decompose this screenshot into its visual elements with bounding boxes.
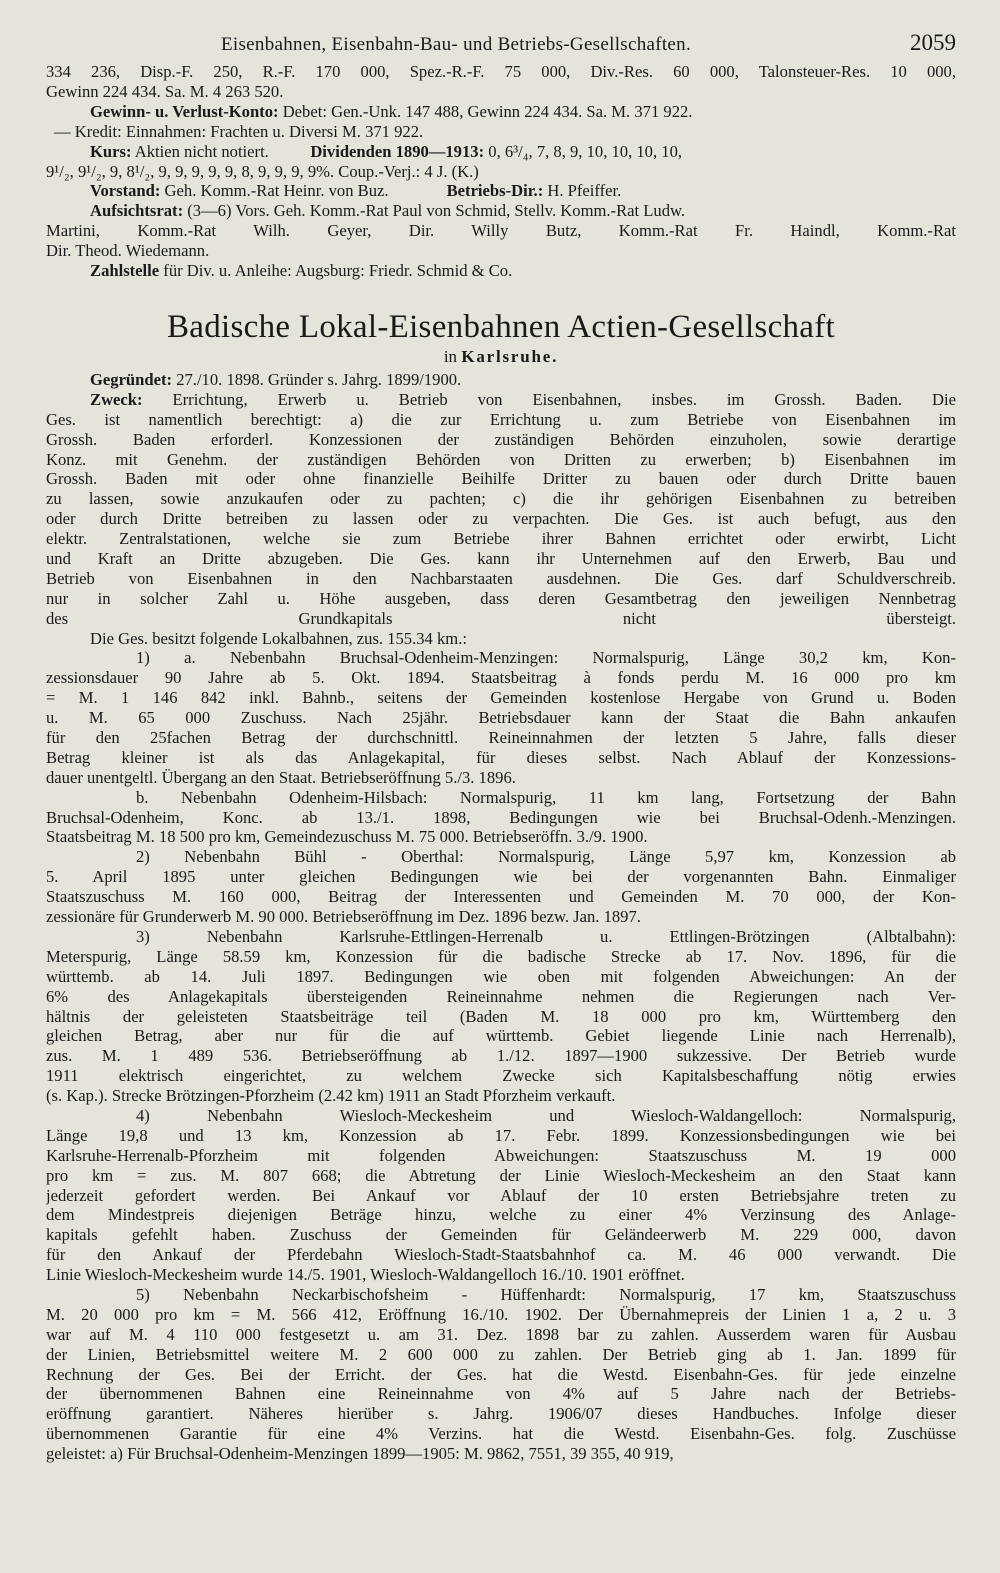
vorstand-line [46,181,956,201]
text-line: jederzeit gefordert werden. Bei Ankauf vor Ablauf der 10 ersten Betriebsjahre treten zu [46,1185,956,1205]
kurs-text: Aktien nicht notiert. [134,141,269,161]
zweck-paragraph [46,410,956,629]
gv-konto [46,102,956,122]
gegruendet-text: 27./10. 1898. Gründer s. Jahrg. 1899/1900. [176,369,462,389]
zahlstelle-text: für Div. u. Anleihe: Augsburg: Friedr. Schmid & Co. [163,261,513,281]
bahn-3 [46,927,956,1106]
bahn-last-line: geleistet: a) Für Bruchsal-Odenheim-Menzingen 1899—1905: M. 9862, 7551, 39 355, 40 919, [46,1444,674,1464]
bahn-last-line: (s. Kap.). Strecke Brötzingen-Pforzheim (2.42 km) 1911 an Stadt Pforzheim verkauft. [46,1086,616,1106]
bahn-lines [46,1126,956,1265]
bahn-last-line: Linie Wiesloch-Meckesheim wurde 14./5. 1901, Wiesloch-Waldangelloch 16./10. 1901 eröffnet. [46,1265,685,1285]
text-line: Betrag kleiner ist als das Anlagekapital, für dieses selbst. Nach Ablauf der Konzessions- [46,747,956,767]
text-line: kapitals gefehlt haben. Zuschuss der Gemeinden für Geländeerwerb M. 229 000, davon [46,1225,956,1245]
text-line: oder durch Dritte betreiben zu lassen oder zu verpachten. Die Ges. ist auch befugt, aus den [46,509,956,529]
location-city: Karlsruhe. [461,346,559,366]
zahlstelle-label: Zahlstelle [90,261,160,281]
vorstand-label: Vorstand: [90,181,161,201]
bahn-first-line: b. Nebenbahn Odenheim-Hilsbach: Normalspurig, 11 km lang, Fortsetzung der Bahn [136,787,956,807]
text-line: eröffnung garantiert. Näheres hierüber s. Jahrg. 1906/07 dieses Handbuches. Infolge dieser [46,1404,956,1424]
aufsichtsrat-text: (3—6) Vors. Geh. Komm.-Rat Paul von Schmid, Stellv. Komm.-Rat Ludw. [187,201,686,221]
gv-label: Gewinn- u. Verlust-Konto: [90,101,279,121]
company-location [46,347,956,367]
text-line: Grossh. Baden mit oder ohne finanzielle Beihilfe Dritter zu bauen oder durch Dritte bauen [46,469,956,489]
text-line: gleichen Betrag, aber nur für die auf württemb. Gebiet liegende Linie nach Herrenalb), [46,1026,956,1046]
bahn-1b [46,788,956,848]
gegruendet-label: Gegründet: [90,369,173,389]
bahn-1a [46,648,956,787]
text-line: = M. 1 146 842 inkl. Bahnb., seitens der Gemeinden kostenlose Hergabe von Grund u. Boden [46,688,956,708]
balance-line: 334 236, Disp.-F. 250, R.-F. 170 000, Spez.-R.-F. 75 000, Div.-Res. 60 000, Talonsteuer-Res. 10 000, [46,62,956,81]
location-prefix: in [443,346,458,366]
text-line: Staatszuschuss M. 160 000, Beitrag der Interessenten und Gemeinden M. 70 000, der Kon- [46,887,956,907]
bahn-2 [46,847,956,927]
company-heading: Badische Lokal-Eisenbahnen Actien-Gesellschaft [166,308,836,345]
aufsichtsrat-line [46,201,956,221]
text-line: Karlsruhe-Herrenalb-Pforzheim mit folgenden Abweichungen: Staatszuschuss M. 19 000 [46,1145,956,1165]
bahn-lines [46,867,956,907]
bahn-5 [46,1285,956,1464]
text-line: elektr. Zentralstationen, welche sie zum Betriebe ihrer Bahnen errichtet oder erwirbt, Licht [46,529,956,549]
text-line: Bruchsal-Odenheim, Konc. ab 13./1. 1898, Bedingungen wie bei Bruchsal-Odenh.-Menzingen. [46,807,956,827]
page-header [46,26,956,62]
betriebsdir-label: Betriebs-Dir.: [446,181,544,201]
text-line: zus. M. 1 489 536. Betriebseröffnung ab 1./12. 1897—1900 sukzessive. Der Betrieb wurde [46,1046,956,1066]
text-line: übernommenen Garantie für eine 4% Verzins. hat die Westd. Eisenbahn-Ges. folg. Zuschüsse [46,1424,956,1444]
bahn-last-line: Staatsbeitrag M. 18 500 pro km, Gemeindezuschuss M. 75 000. Betriebseröffn. 3./9. 1900. [46,827,648,847]
dividenden-label: Dividenden 1890—1913: [310,141,485,161]
dividenden-text: 0, 6³/₄, 7, 8, 9, 10, 10, 10, 10, [488,141,683,161]
text-line: 6% des Anlagekapitals übersteigenden Reineinnahme nehmen die Regierungen nach Ver- [46,986,956,1006]
text-line: nur in solcher Zahl u. Höhe ausgeben, dass deren Gesamtbetrag den jeweiligen Nennbetrag [46,588,956,608]
balance-line: Gewinn 224 434. Sa. M. 4 263 520. [46,81,284,101]
text-line: der Linien, Betriebsmittel weitere M. 2 600 000 zu zahlen. Der Betrieb ging ab 1. Jan. 1899 für [46,1344,956,1364]
zweck-line [46,390,956,410]
bahn-first-line: 4) Nebenbahn Wiesloch-Meckesheim und Wiesloch-Waldangelloch: Normalspurig, [136,1105,956,1125]
bahn-lines [46,1305,956,1444]
kurs-line [46,142,956,162]
bahn-lines [46,668,956,767]
text-line: pro km = zus. M. 807 668; die Abtretung der Linie Wiesloch-Meckesheim an den Staat kann [46,1165,956,1185]
bahn-lines [46,808,956,828]
aufsichtsrat-line: Martini, Komm.-Rat Wilh. Geyer, Dir. Willy Butz, Komm.-Rat Fr. Haindl, Komm.-Rat [46,221,956,241]
text-line: M. 20 000 pro km = M. 566 412, Eröffnung 16./10. 1902. Der Übernahmepreis der Linien 1 a, 2 u. 3 [46,1304,956,1324]
bahn-last-line: zessionäre für Grunderwerb M. 90 000. Betriebseröffnung im Dez. 1896 bezw. Jan. 1897. [46,907,641,927]
text-line: Betrieb von Eisenbahnen in den Nachbarstaaten ausdehnen. Die Ges. darf Schuldverschreib. [46,568,956,588]
aufsichtsrat-line: Dir. Theod. Wiedemann. [46,241,210,261]
text-line: Rechnung der Ges. Bei der Erricht. der Ges. hat die Westd. Eisenbahn-Ges. für jede einzelne [46,1364,956,1384]
text-line: württemb. ab 14. Juli 1897. Bedingungen wie oben mit folgenden Abweichungen: An der [46,966,956,986]
vorstand-text: Geh. Komm.-Rat Heinr. von Buz. [164,181,389,201]
text-line: Ges. ist namentlich berechtigt: a) die zur Errichtung u. zum Betriebe von Eisenbahnen im [46,409,956,429]
text-line: zessionsdauer 90 Jahre ab 5. Okt. 1894. Staatsbeitrag à fonds perdu M. 16 000 pro km [46,668,956,688]
text-line: dem Mindestpreis diejenigen Beträge hinzu, welche zu einer 4% Verzinsung des Anlage- [46,1205,956,1225]
bahn-first-line: 2) Nebenbahn Bühl - Oberthal: Normalspurig, Länge 5,97 km, Konzession ab [136,847,956,867]
text-line: u. M. 65 000 Zuschuss. Nach 25jähr. Betriebsdauer kann der Staat die Bahn ankaufen [46,708,956,728]
gv-text: Debet: Gen.-Unk. 147 488, Gewinn 224 434. Sa. M. 371 922. [282,101,693,121]
betriebsdir-text: H. Pfeiffer. [547,181,622,201]
kurs-label: Kurs: [90,141,132,161]
text-line: Länge 19,8 und 13 km, Konzession ab 17. Febr. 1899. Konzessionsbedingungen wie bei [46,1125,956,1145]
zweck-label: Zweck: [90,389,143,409]
gv-kredit: — Kredit: Einnahmen: Frachten u. Diversi M. 371 922. [54,121,424,141]
text-line: zu lassen, sowie anzukaufen oder zu pachten; c) die ihr gehörigen Eisenbahnen zu betreiben [46,489,956,509]
bahn-4 [46,1106,956,1285]
zahlstelle-line [46,261,956,281]
intro-line: Die Ges. besitzt folgende Lokalbahnen, zus. 155.34 km.: [90,628,467,648]
dividenden-line: 9¹/₂, 9¹/₂, 9, 8¹/₂, 9, 9, 9, 9, 9, 8, 9, 9, 9, 9%. Coup.-Verj.: 4 J. (K.) [46,161,479,181]
text-line: Grossh. Baden erforderl. Konzessionen der zuständigen Behörden einzuholen, sowie derartige [46,429,956,449]
bahn-last-line: dauer unentgeltl. Übergang an den Staat. Betriebseröffnung 5./3. 1896. [46,767,516,787]
bahn-first-line: 1) a. Nebenbahn Bruchsal-Odenheim-Menzingen: Normalspurig, Länge 30,2 km, Kon- [136,648,956,668]
running-title: Eisenbahnen, Eisenbahn-Bau- und Betriebs-Gesellschaften. [221,34,692,55]
text-line: 1911 elektrisch eingerichtet, zu welchem Zwecke sich Kapitalsbeschaffung nötig erwies [46,1066,956,1086]
zweck-text: Errichtung, Erwerb u. Betrieb von Eisenbahnen, insbes. im Grossh. Baden. Die [172,389,956,409]
bahn-first-line: 5) Nebenbahn Neckarbischofsheim - Hüffenhardt: Normalspurig, 17 km, Staatszuschuss [136,1285,956,1305]
bahn-lines [46,947,956,1086]
text-line: Konz. mit Genehm. der zuständigen Behörden von Dritten zu erwerben; b) Eisenbahnen im [46,449,956,469]
text-line: für den 25fachen Betrag der durchschnittl. Reineinnahmen der letzten 5 Jahre, falls dieser [46,728,956,747]
aufsichtsrat-label: Aufsichtsrat: [90,201,184,221]
text-line: des Grundkapitals nicht übersteigt. [46,608,956,628]
text-line: für den Ankauf der Pferdebahn Wiesloch-Stadt-Staatsbahnhof ca. M. 46 000 verwandt. Die [46,1245,956,1265]
text-line: der übernommenen Bahnen eine Reineinnahme von 4% auf 5 Jahre nach der Betriebs- [46,1384,956,1404]
text-line: hältnis der geleisteten Staatsbeiträge teil (Baden M. 18 000 pro km, Württemberg den [46,1006,956,1026]
text-line: und Kraft an Dritte abzugeben. Die Ges. kann ihr Unternehmen auf den Erwerb, Bau und [46,548,956,568]
gegruendet-line [46,370,956,390]
bahn-first-line: 3) Nebenbahn Karlsruhe-Ettlingen-Herrenalb u. Ettlingen-Brötzingen (Albtalbahn): [136,926,956,946]
page-number: 2059 [910,30,956,55]
text-line: 5. April 1895 unter gleichen Bedingungen wie bei der vorgenannten Bahn. Einmaliger [46,867,956,887]
text-line: Meterspurig, Länge 58.59 km, Konzession für die badische Strecke ab 17. Nov. 1896, für die [46,946,956,966]
text-line: war auf M. 4 110 000 festgesetzt u. am 31. Dez. 1898 bar zu zahlen. Ausserdem waren für Ausbau [46,1324,956,1344]
